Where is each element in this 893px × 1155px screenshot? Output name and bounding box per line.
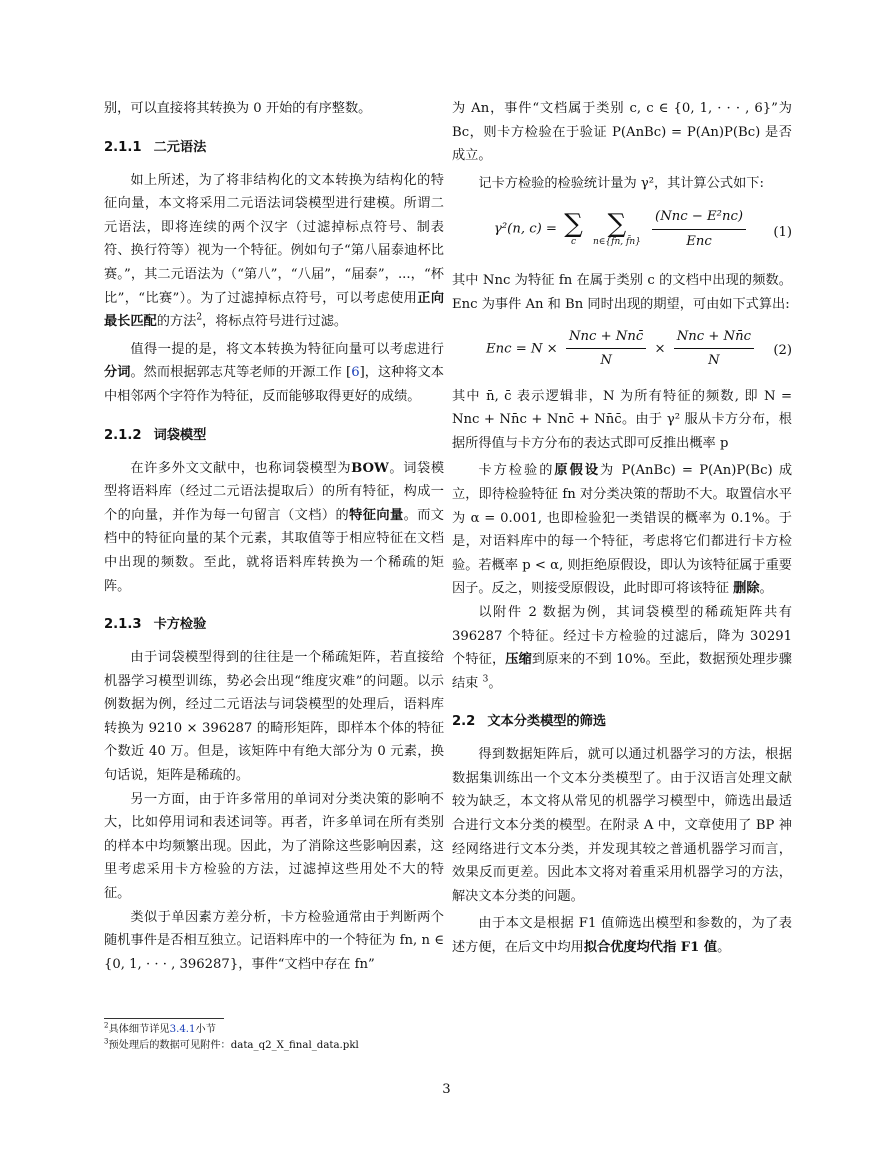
text: 由于本文是根据 F1 值筛选出模型和参数的，为了表述方便，在后文中均用 [452, 916, 792, 956]
paragraph: 另一方面，由于许多常用的单词对分类决策的影响不大，比如停用词和表述词等。再者，许多单词在所有类别的样本中均频繁出现。因此，为了消除这些影响因素，这里考虑采用卡方检验的方法，过滤掉这些用处不大的特征。 [104, 791, 444, 902]
equation-lhs: γ²(n, c) = [494, 221, 557, 237]
text: 在许多外文文献中，也称词袋模型为 [130, 460, 352, 476]
paragraph [452, 601, 792, 695]
text: 以附件 2 数据为例，其词袋模型的稀疏矩阵共有 396287 个特征。经过卡方检验的过滤后，降为 30291 个特征， [452, 604, 792, 668]
text: 如上所述，为了将非结构化的文本转换为结构化的特征向量，本文将采用二元语法词袋模型进行建模。所谓二元语法，即将连续的两个汉字（过滤掉标点符号、制表符、换行符等）视为一个特征。例如句子“第八届泰迪杯比赛。”，其二元语法为（“第八”，“八届”，“届泰”，...，“杯比”，“比赛”）。为了过滤掉标点符号，可以考虑使用 [104, 172, 444, 306]
paragraph: 类似于单因素方差分析，卡方检验通常由于判断两个随机事件是否相互独立。记语料库中的一个特征为 fn, n ∈ {0, 1, · · · , 396287}，事件“文档中存在 fn” [104, 909, 444, 972]
footnote-mark[interactable]: 2 [196, 312, 203, 323]
footnote-2 [104, 1022, 444, 1038]
denominator: N [600, 353, 612, 369]
paragraph: 由于词袋模型得到的往往是一个稀疏矩阵，若直接给机器学习模型训练，势必会出现“维度灾难”的问题。以示例数据为例，经过二元语法与词袋模型的处理后，语料库转换为 9210 × 396287 的畸形矩阵，即样本个体的特征个数近 40 万。但是，该矩阵中有绝大部分为 0 元素，换句话说，矩阵是稀疏的。 [104, 650, 444, 784]
bold-term: 正向最长匹配 [104, 290, 445, 330]
paragraph: 别，可以直接将其转换为 0 开始的有序整数。 [104, 101, 372, 116]
footnotes [104, 1018, 444, 1054]
fraction [566, 325, 646, 373]
bold-term: BOW [351, 460, 389, 476]
footnote-mark: 3 [104, 1037, 109, 1046]
text: 值得一提的是，将文本转换为特征向量可以考虑进行 [130, 341, 444, 357]
text: 卡方检验的 [478, 463, 555, 479]
text: 到原来的不到 10%。至此，数据预处理步骤结束 [452, 652, 792, 691]
bold-term: 删除 [733, 581, 760, 597]
footnote-rule [104, 1018, 224, 1019]
paragraph: 为 An，事件“文档属于类别 c, c ∈ {0, 1, · · · , 6}”为 Bc，则卡方检验在于验证 P(AnBc) = P(An)P(Bc) 是否成立。 [452, 101, 792, 164]
paragraph [452, 912, 792, 959]
text: 。词袋模型将语料库（经过二元语法提取后）的所有特征，构成一个的向量，并作为每一句留言（文档）的 [104, 460, 445, 523]
section-number: 2.2 [452, 714, 476, 730]
numerator: (Nnc − E²nc) [652, 205, 746, 230]
text: 。 [717, 940, 731, 956]
paragraph [452, 459, 792, 601]
denominator: Enc [686, 233, 712, 249]
bold-term: 分词 [104, 365, 131, 381]
bold-term: 拟合优度均代指 F1 值 [583, 940, 718, 956]
text: 。 [759, 581, 773, 597]
times-sign: × [654, 341, 666, 357]
section-title: 二元语法 [153, 139, 207, 155]
fraction [652, 205, 746, 253]
text: ]，这种将文本中相邻两个字符作为特征，反而能够取得更好的成绩。 [104, 365, 444, 404]
text: 具体细节详见 [108, 1024, 170, 1035]
equation-number: (1) [773, 225, 792, 241]
section-title: 文本分类模型的筛选 [487, 714, 607, 730]
equation-1 [452, 197, 792, 267]
footnote-mark[interactable]: 3 [482, 674, 489, 685]
section-title: 词袋模型 [153, 427, 207, 443]
section-title: 卡方检验 [153, 617, 207, 633]
equation-lhs: Enc = N × [486, 341, 558, 357]
section-number: 2.1.2 [104, 427, 142, 443]
section-link[interactable]: 3.4.1 [169, 1024, 196, 1035]
paragraph [104, 457, 444, 599]
text: 的方法 [156, 314, 197, 330]
text: 。 [488, 675, 502, 691]
sum-symbol: ∑ c [564, 208, 583, 247]
section-heading-2-1-1 [104, 135, 444, 161]
section-number: 2.1.1 [104, 139, 142, 155]
numerator: Nnc + Nn̄c [674, 325, 754, 350]
bold-term: 特征向量 [349, 507, 404, 523]
page-number: 3 [442, 1082, 451, 1097]
paragraph: 得到数据矩阵后，就可以通过机器学习的方法，根据数据集训练出一个文本分类模型了。由于汉语言处理文献较为缺乏，本文将从常见的机器学习模型中，筛选出最适合进行文本分类的模型。在附录 A 中，文章使用了 BP 神经网络进行文本分类，并发现其较之普通机器学习而言，效果反而更差。因此本文将对着重采用机器学习的方法，解决文本分类的问题。 [452, 747, 792, 904]
text: 。然而根据郭志芃等老师的开源工作 [ [130, 365, 352, 381]
text: 预处理后的数据可见附件：data_q2_X_final_data.pkl [108, 1040, 359, 1051]
numerator: Nnc + Nnc̄ [566, 325, 646, 350]
sum-subscript: n∈{fn, f̄n} [592, 236, 641, 247]
sum-subscript: c [570, 236, 576, 247]
fraction [674, 325, 754, 373]
section-heading-2-2 [452, 709, 792, 735]
citation-link[interactable]: 6 [351, 365, 360, 381]
text: 为 P(AnBc) = P(An)P(Bc) 成立，即待检验特征 fn 对分类决策的帮助不大。取置信水平为 α = 0.001, 也即检验犯一类错误的概率为 0.1%。于是，对语料库中的每一个特征，考虑将它们都进行卡方检验。若概率 p < α, 则拒绝原假设，即认为该特征属于重要因子。反之，则接受原假设，此时即可将该特征 [452, 463, 793, 597]
paragraph [104, 169, 444, 334]
paragraph [104, 338, 444, 409]
section-heading-2-1-3 [104, 612, 444, 638]
section-heading-2-1-2 [104, 423, 444, 449]
text: 小节 [195, 1024, 216, 1035]
paragraph: 记卡方检验的检验统计量为 γ²，其计算公式如下: [478, 175, 764, 191]
bold-term: 压缩 [505, 652, 532, 668]
equation-2 [452, 319, 792, 383]
footnote-3 [104, 1038, 444, 1054]
denominator: N [708, 353, 720, 369]
paragraph: 其中 Nnc 为特征 fn 在属于类别 c 的文档中出现的频数。Enc 为事件 An 和 Bn 同时出现的期望，可由如下式算出: [452, 273, 792, 312]
right-column [452, 97, 792, 960]
footnote-mark: 2 [104, 1021, 109, 1030]
section-number: 2.1.3 [104, 617, 142, 633]
bold-term: 原假设 [554, 463, 601, 479]
text: 。而文档中的特征向量的某个元素，其取值等于相应特征在文档中出现的频数。至此，就将语料库转换为一个稀疏的矩阵。 [104, 507, 444, 594]
sum-symbol: ∑ n∈{fn, f̄n} [592, 208, 641, 247]
left-column [104, 97, 444, 976]
text: ，将标点符号进行过滤。 [202, 314, 348, 330]
equation-number: (2) [773, 342, 792, 358]
paragraph: 其中 n̄, c̄ 表示逻辑非，N 为所有特征的频数, 即 N = Nnc + Nn̄c + Nnc̄ + Nn̄c̄。由于 γ² 服从卡方分布，根据所得值与卡方分布的表达式即可反推出概率 p [452, 388, 792, 451]
